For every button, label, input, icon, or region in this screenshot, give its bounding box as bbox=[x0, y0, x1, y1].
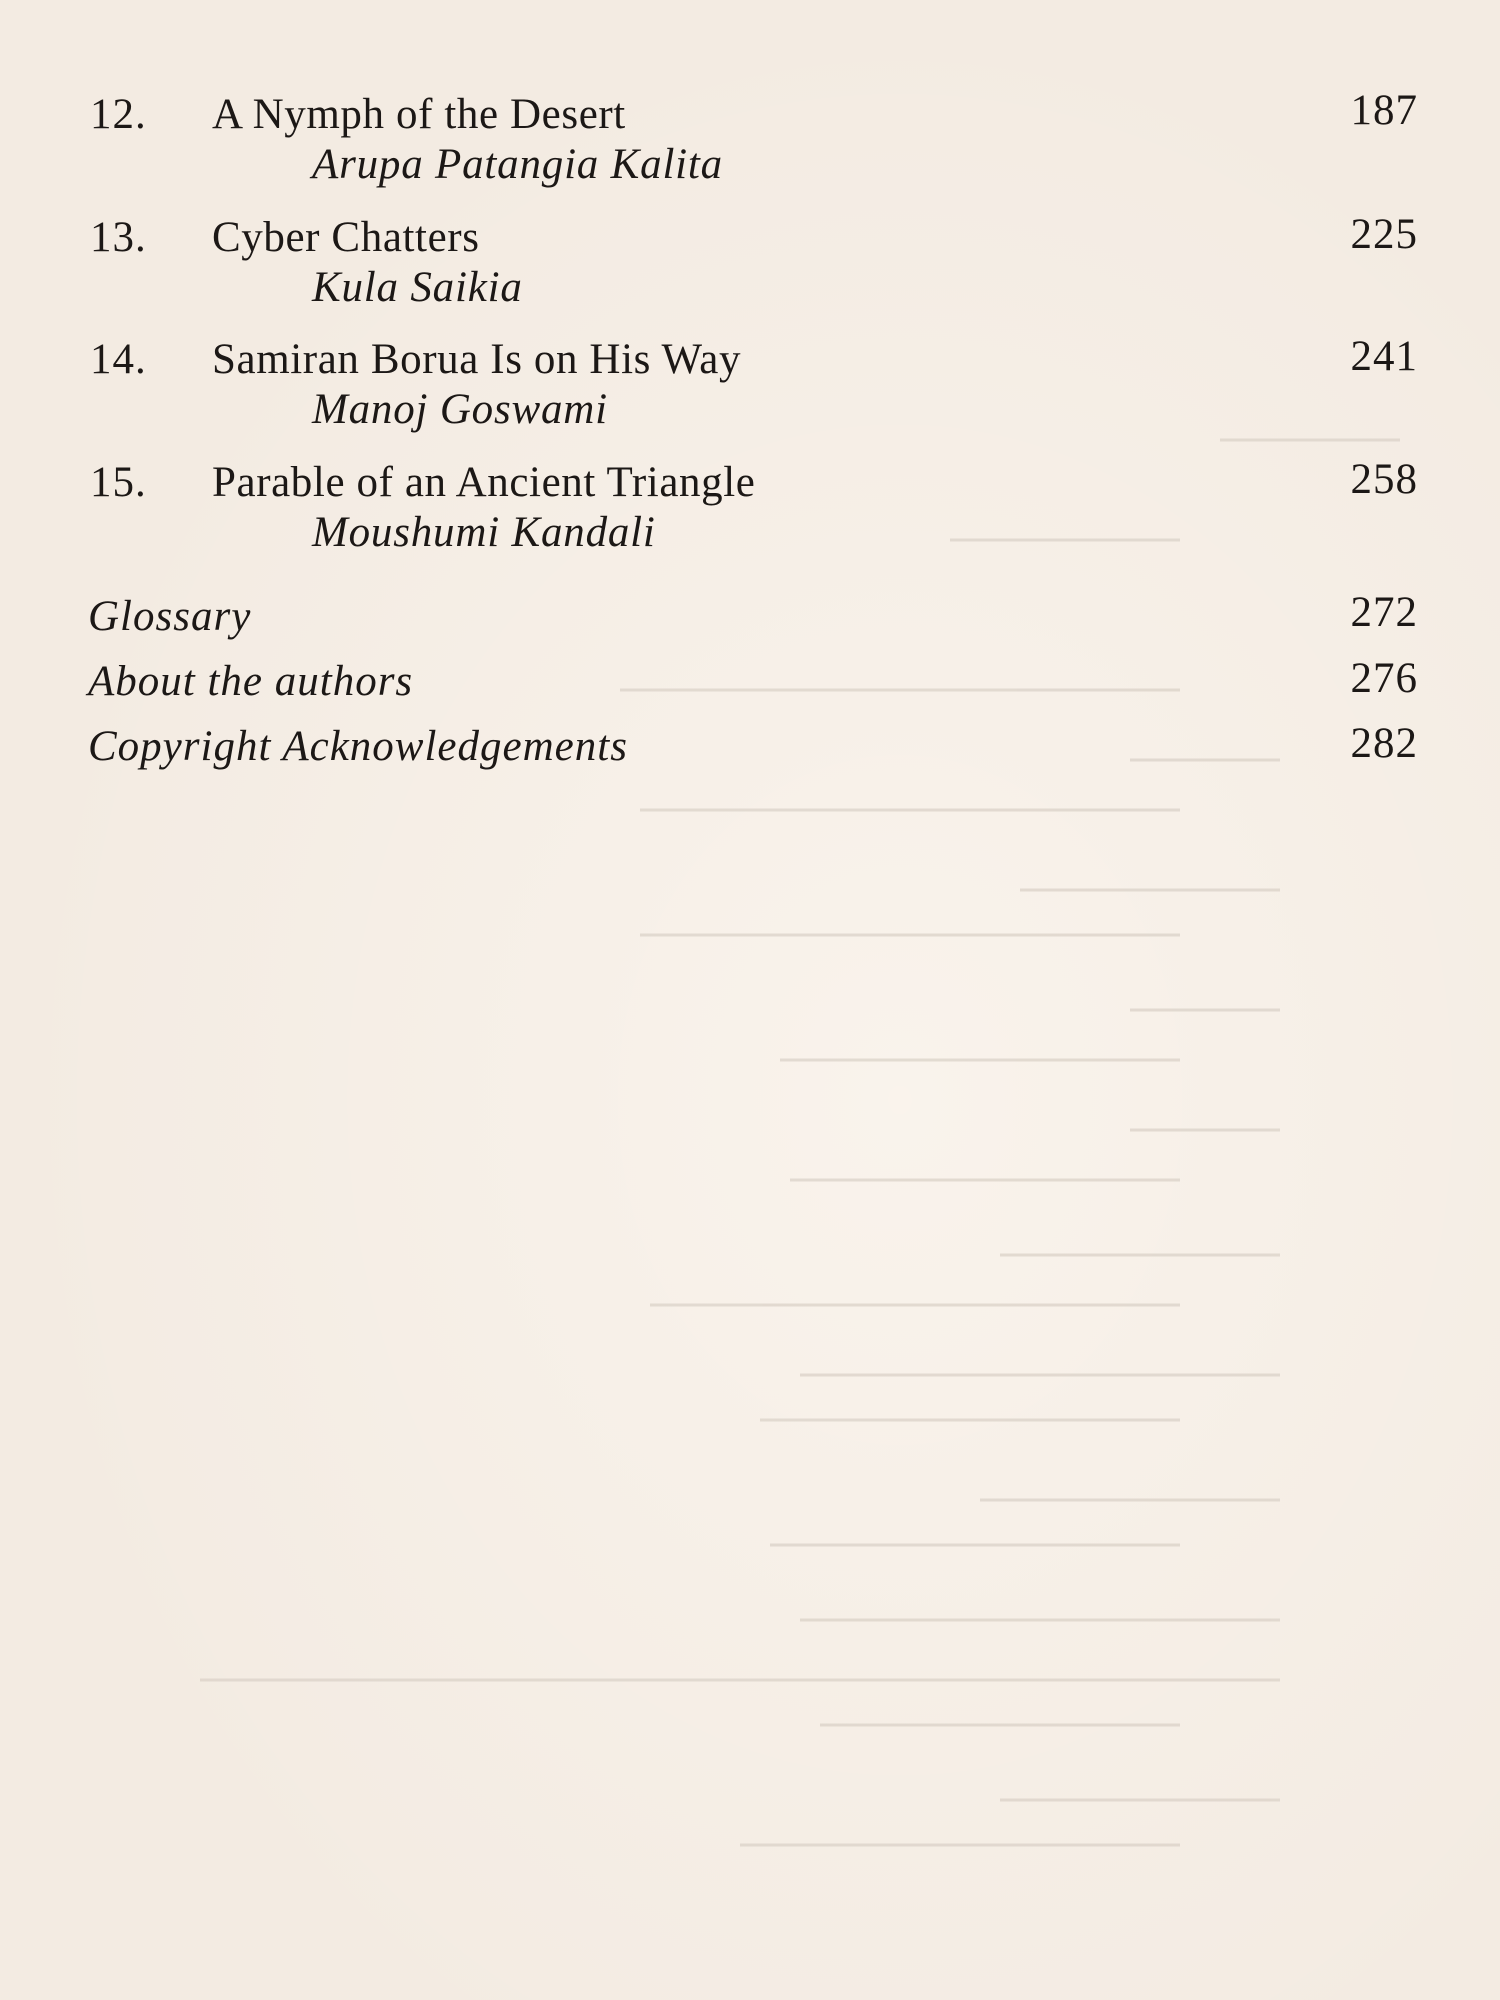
chapter-number: 13. bbox=[90, 214, 147, 261]
chapter-page-number: 225 bbox=[1350, 211, 1418, 258]
chapter-author: Manoj Goswami bbox=[312, 386, 608, 433]
back-matter-page-number: 282 bbox=[1350, 720, 1418, 767]
back-matter-title: Copyright Acknowledgements bbox=[88, 723, 628, 770]
chapter-number: 12. bbox=[90, 91, 147, 138]
chapter-page-number: 258 bbox=[1350, 456, 1418, 503]
chapter-author: Moushumi Kandali bbox=[312, 509, 656, 556]
chapter-number: 14. bbox=[90, 336, 147, 383]
back-matter-page-number: 272 bbox=[1350, 589, 1418, 636]
chapter-page-number: 241 bbox=[1350, 333, 1418, 380]
back-matter-page-number: 276 bbox=[1350, 655, 1418, 702]
back-matter-title: Glossary bbox=[88, 593, 252, 640]
chapter-page-number: 187 bbox=[1350, 87, 1418, 134]
chapter-number: 15. bbox=[90, 459, 147, 506]
chapter-title: Parable of an Ancient Triangle bbox=[212, 459, 756, 506]
chapter-author: Arupa Patangia Kalita bbox=[312, 141, 723, 188]
chapter-title: Samiran Borua Is on His Way bbox=[212, 336, 742, 383]
chapter-title: Cyber Chatters bbox=[212, 214, 480, 261]
chapter-author: Kula Saikia bbox=[312, 264, 523, 311]
back-matter-title: About the authors bbox=[88, 658, 414, 705]
chapter-title: A Nymph of the Desert bbox=[212, 91, 626, 138]
